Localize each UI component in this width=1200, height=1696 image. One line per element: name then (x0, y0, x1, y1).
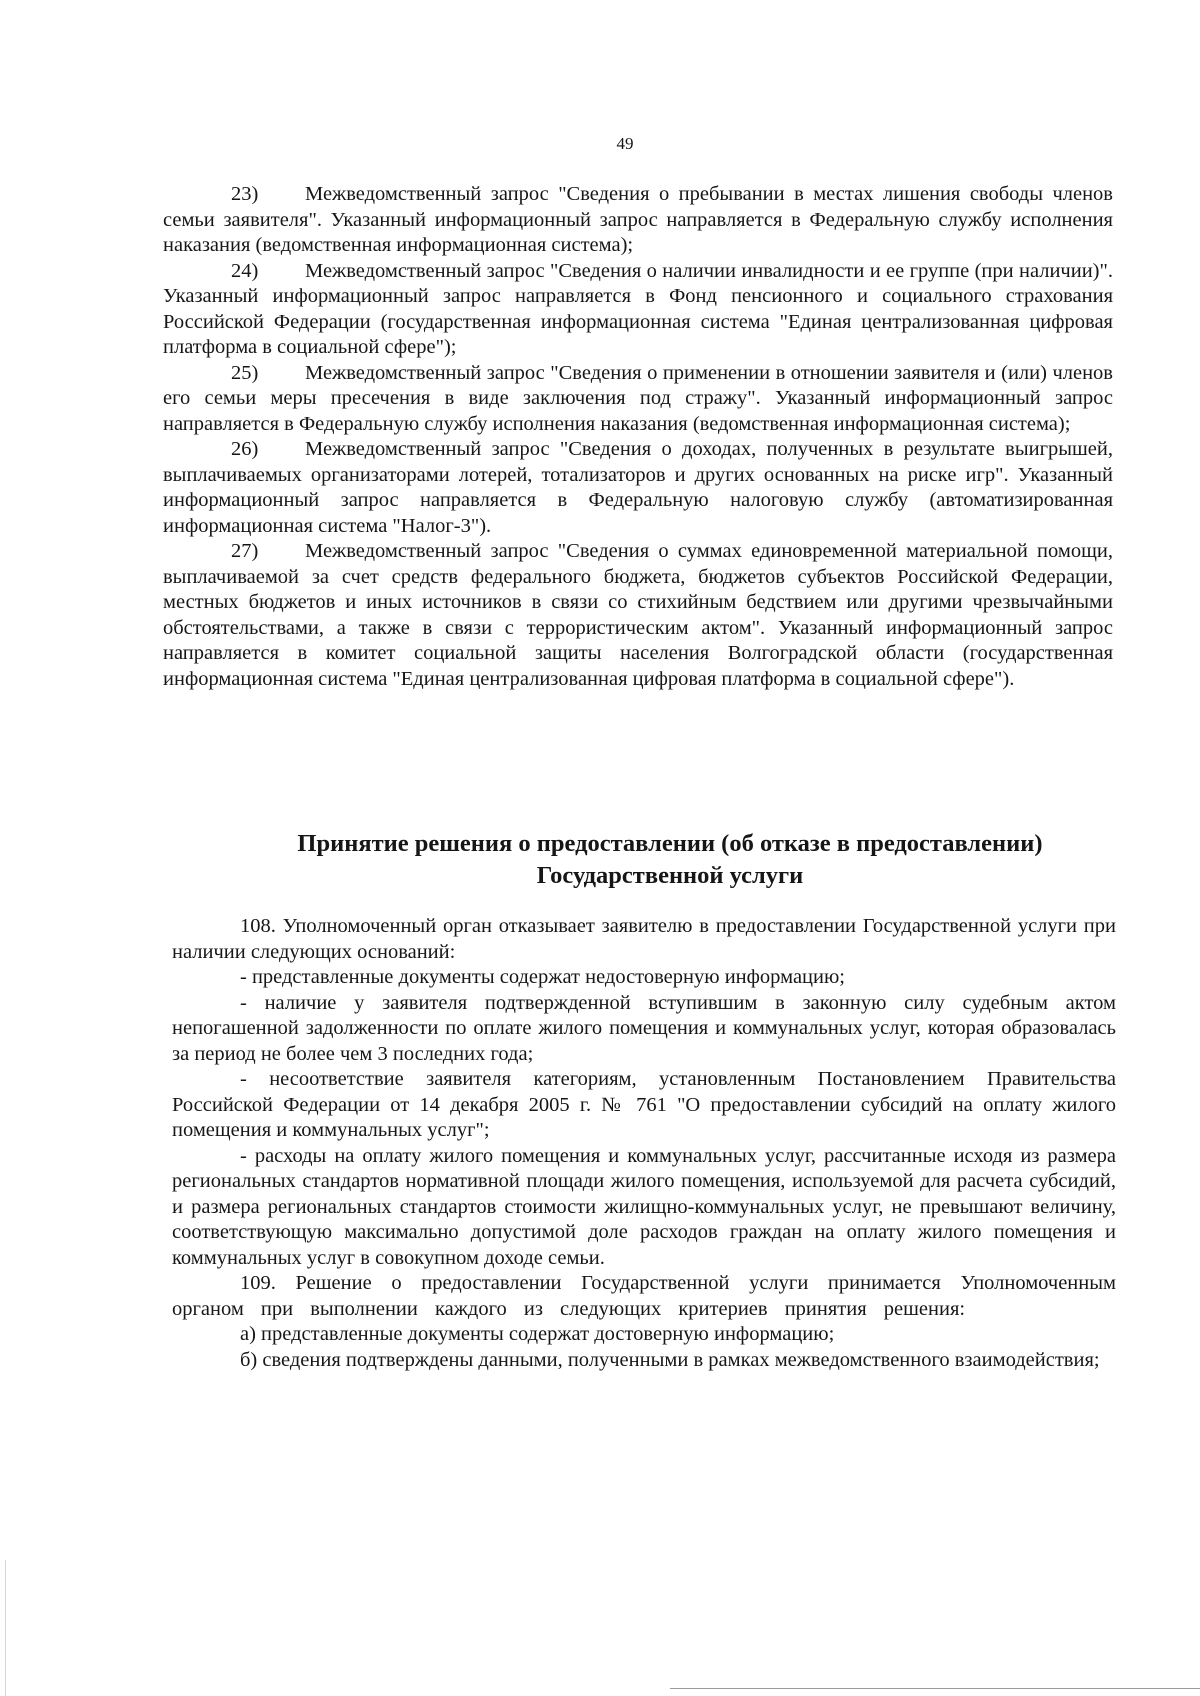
interagency-requests-list (163, 182, 1113, 692)
refusal-ground: - расходы на оплату жилого помещения и коммунальных услуг, рассчитанные исходя из размера региональных стандартов нормативной площади жилого помещения, используемой для расчета субсидий, и размера региональных стандартов стоимости жилищно-коммунальных услуг, не превышают величину, соответствующую максимально допустимой доле расходов граждан на оплату жилого помещения и коммунальных услуг в совокупном доходе семьи. (172, 1144, 1116, 1269)
item-number: 27) (231, 540, 259, 562)
section-heading-line2: Государственной услуги (536, 862, 804, 889)
section-heading-line1: Принятие решения о предоставлении (об отказе в предоставлении) (297, 830, 1043, 857)
section-heading (230, 828, 1110, 892)
item-text: Межведомственный запрос "Сведения о наличии инвалидности и ее группе (при наличии)". Указанный информационный запрос направляется в Фонд пенсионного и социального страхования Российской Федерации (государственная информационная система "Единая централизованная цифровая платформа в социальной сфере"); (163, 259, 1113, 358)
refusal-ground: - наличие у заявителя подтвержденной вступившим в законную силу судебным актом непогашенной задолженности по оплате жилого помещения и коммунальных услуг, которая образовалась за период не более чем 3 последних года; (172, 991, 1116, 1065)
list-item-24 (163, 259, 1113, 361)
refusal-ground: - несоответствие заявителя категориям, установленным Постановлением Правительства Российской Федерации от 14 декабря 2005 г. № 761 "О предоставлении субсидий на оплату жилого помещения и коммунальных услуг"; (172, 1068, 1116, 1141)
item-number: 25) (231, 361, 259, 384)
decision-section (172, 914, 1116, 1373)
paragraph-108: 108. Уполномоченный орган отказывает заявителю в предоставлении Государственной услуги при наличии следующих оснований: (172, 915, 1116, 963)
list-item-23 (163, 182, 1113, 259)
item-text: Межведомственный запрос "Сведения о пребывании в местах лишения свободы членов семьи заявителя". Указанный информационный запрос направляется в Федеральную службу исполнения наказания (ведомственная информационная система); (163, 183, 1113, 256)
item-text: Межведомственный запрос "Сведения о суммах единовременной материальной помощи, выплачиваемой за счет средств федерального бюджета, бюджетов субъектов Российской Федерации, местных бюджетов и иных источников в связи со стихийным бедствием или другими чрезвычайными обстоятельствами, а также в связи с террористическим актом". Указанный информационный запрос направляется в комитет социальной защиты населения Волгоградской области (государственная информационная система "Единая централизованная цифровая платформа в социальной сфере"). (163, 540, 1113, 690)
refusal-ground: - представленные документы содержат недостоверную информацию; (240, 966, 845, 988)
item-number: 23) (231, 183, 259, 205)
item-text: Межведомственный запрос "Сведения о доходах, полученных в результате выигрышей, выплачиваемых организаторами лотерей, тотализаторов и других основанных на риске игр". Указанный информационный запрос направляется в Федеральную налоговую службу (автоматизированная информационная система "Налог-3"). (163, 438, 1113, 537)
paragraph-109: 109. Решение о предоставлении Государственной услуги принимается Уполномоченным органом при выполнении каждого из следующих критериев принятия решения: (172, 1272, 1116, 1320)
item-number: 26) (231, 438, 259, 460)
scan-margin-line (5, 1560, 6, 1696)
scan-bottom-rule (670, 1688, 1200, 1689)
decision-criterion: б) сведения подтверждены данными, полученными в рамках межведомственного взаимодействия; (240, 1348, 1100, 1371)
list-item-25 (163, 361, 1113, 438)
item-number: 24) (231, 259, 259, 282)
decision-criterion: а) представленные документы содержат достоверную информацию; (240, 1323, 835, 1345)
page-number: 49 (616, 134, 634, 153)
list-item-26 (163, 437, 1113, 539)
item-text: Межведомственный запрос "Сведения о применении в отношении заявителя и (или) членов его семьи меры пресечения в виде заключения под стражу". Указанный информационный запрос направляется в Федеральную службу исполнения наказания (ведомственная информационная система); (163, 361, 1113, 435)
list-item-27 (163, 539, 1113, 692)
